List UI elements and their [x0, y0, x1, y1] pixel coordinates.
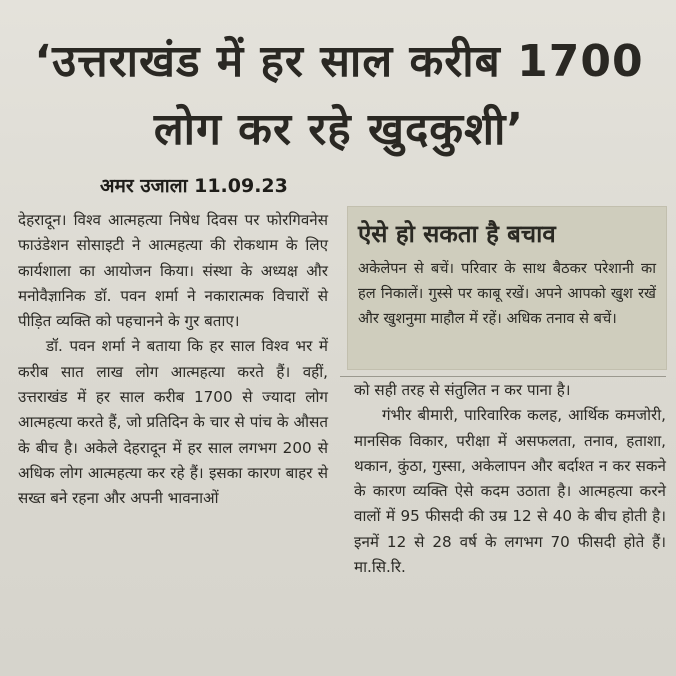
byline: अमर उजाला 11.09.23	[100, 175, 288, 197]
paragraph: डॉ. पवन शर्मा ने बताया कि हर साल विश्व भर में करीब सात लाख लोग आत्महत्या करते हैं। वहीं, उत्तराखंड में हर साल करीब 1700 से ज्यादा लोग आत्महत्या करते हैं, जो प्रतिदिन के चार से पांच के औसत के बीच है। अकेले देहरादून में हर साल लगभग 200 से अधिक लोग आत्महत्या कर रहे हैं। इसका कारण बाहर से सख्त बने रहना और अपनी भावनाओं	[18, 337, 328, 508]
tips-box-text: अकेलेपन से बचें। परिवार के साथ बैठकर परेशानी का हल निकालें। गुस्से पर काबू रखें। अपने आपको खुश रखें और खुशनुमा माहौल में रहें। अधिक तनाव से बचें।	[358, 260, 656, 327]
tips-box-title: ऐसे हो सकता है बचाव	[358, 220, 556, 248]
left-column	[18, 208, 328, 512]
paragraph: को सही तरह से संतुलित न कर पाना है।	[354, 381, 571, 399]
divider	[340, 376, 666, 377]
paragraph: देहरादून। विश्व आत्महत्या निषेध दिवस पर फोरगिवनेस फाउंडेशन सोसाइटी ने आत्महत्या की रोकथाम के लिए कार्यशाला का आयोजन किया। संस्था के अध्यक्ष और मनोवैज्ञानिक डॉ. पवन शर्मा ने नकारात्मक विचारों से पीड़ित व्यक्ति को पहचानने के गुर बताए।	[18, 211, 328, 331]
headline: ‘उत्तराखंड में हर साल करीब 1700 लोग कर रहे खुदकुशी’	[34, 36, 644, 155]
right-column	[354, 378, 666, 580]
paragraph: गंभीर बीमारी, पारिवारिक कलह, आर्थिक कमजोरी, मानसिक विकार, परीक्षा में असफलता, तनाव, हताशा, थकान, कुंठा, गुस्सा, अकेलापन और बर्दाश्त न कर सकने के कारण व्यक्ति ऐसे कदम उठाता है। आत्महत्या करने वालों में 95 फीसदी की उम्र 12 से 40 के बीच होती है। इनमें 12 से 28 वर्ष के लगभग 70 फीसदी होते हैं। मा.सि.रि.	[354, 406, 666, 577]
tips-box	[347, 206, 667, 370]
